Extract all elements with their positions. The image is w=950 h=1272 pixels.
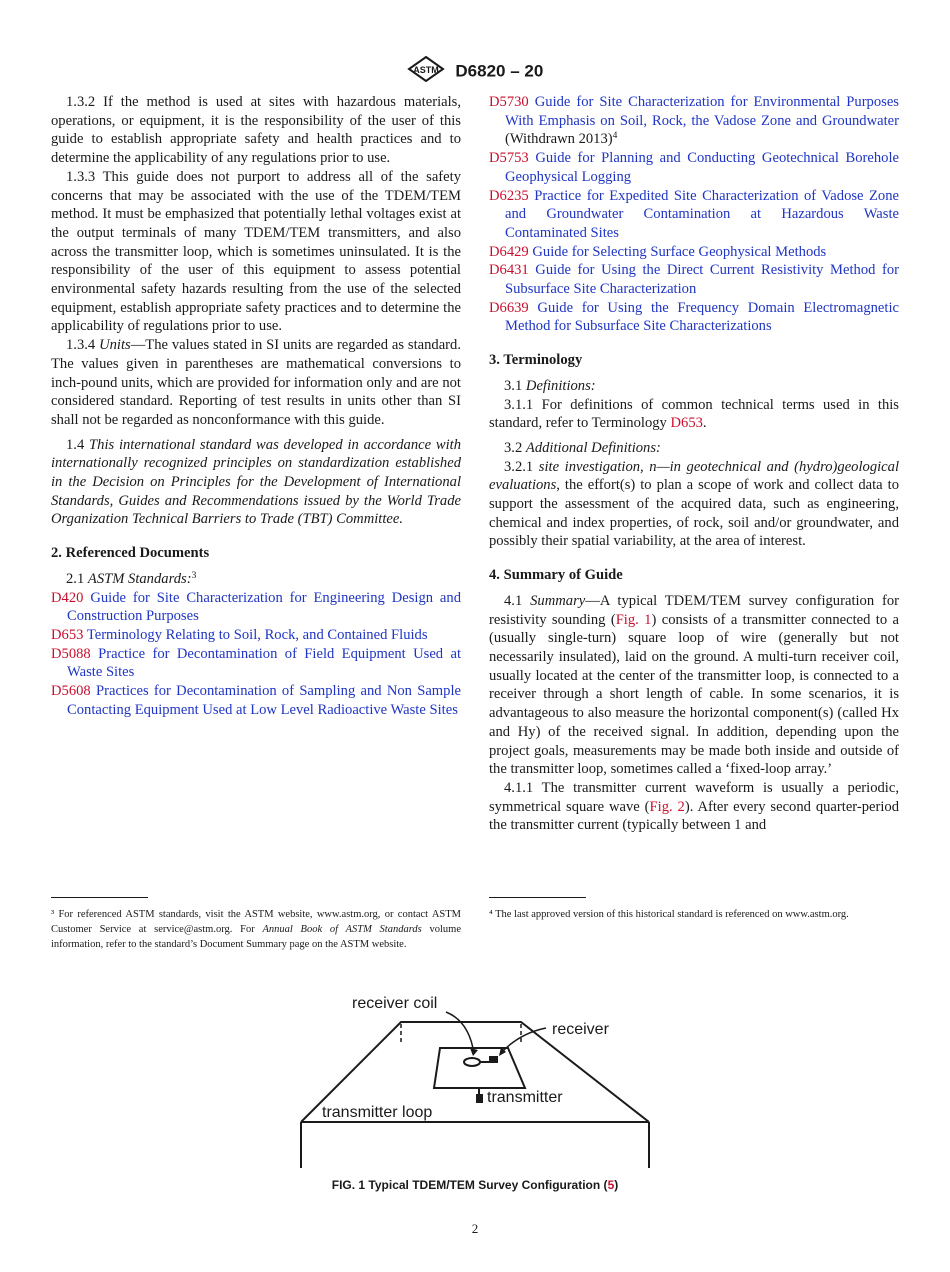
para-4-1	[489, 592, 899, 779]
para-3-1	[489, 377, 899, 396]
ref-item	[489, 149, 899, 186]
footnote-3-book: Annual Book of ASTM Standards	[262, 924, 422, 936]
para-3-2	[489, 439, 899, 458]
figure-caption	[0, 1178, 950, 1192]
ref-item	[489, 187, 900, 243]
caption-end: )	[614, 1178, 619, 1192]
center-plate	[434, 1048, 525, 1088]
ref-code-link[interactable]: D5608	[51, 683, 91, 700]
fig-1-link[interactable]: Fig. 1	[615, 611, 652, 628]
para-4-1-body-a: —A typical TDEM/TEM survey configuration for resistivity sounding (	[489, 592, 900, 628]
footnote-rule-left	[51, 897, 148, 898]
para-2-1-term: ASTM Standards:	[87, 570, 192, 587]
para-4-1-1-body-a: 4.1.1 The transmitter current waveform is usually a periodic, symmetrical square wave (	[489, 779, 899, 815]
footnote-ref-4[interactable]: 4	[612, 131, 618, 142]
section-3-heading: 3. Terminology	[489, 352, 583, 369]
para-3-2-term: Additional Definitions:	[525, 439, 661, 456]
ref-item	[489, 261, 899, 298]
ref-item	[489, 93, 899, 149]
footnote-3-c: volume information, refer to the standard’s Document Summary page on the ASTM website.	[51, 924, 461, 951]
para-1-4	[51, 436, 461, 530]
label-transmitter: transmitter	[487, 1089, 563, 1106]
ref-title-link[interactable]: Guide for Using the Direct Current Resistivity Method for Subsurface Site Characterization	[505, 262, 899, 298]
ref-code-link[interactable]: D420	[51, 589, 84, 606]
ref-item	[51, 645, 461, 682]
caption-ref-link[interactable]: 5	[607, 1178, 615, 1192]
astm-logo	[407, 56, 445, 87]
label-receiver: receiver	[552, 1021, 609, 1038]
ref-code-link[interactable]: D6639	[489, 299, 529, 316]
ref-title-link[interactable]: Guide for Using the Frequency Domain Electromagnetic Method for Subsurface Site Characterizations	[505, 299, 899, 335]
page-number: 2	[471, 1221, 479, 1236]
para-3-1-1-body: 3.1.1 For definitions of common technical terms used in this standard, refer to Terminology	[489, 396, 899, 432]
para-3-2-1	[489, 458, 899, 552]
left-column	[51, 93, 461, 720]
para-1-3-2: 1.3.2 If the method is used at sites with hazardous materials, operations, or equipment, it is the responsibility of the user of this guide to establish appropriate safety and health practices and to determine the applicability of any regulations prior to use.	[51, 94, 461, 167]
transmitter-shape	[476, 1094, 483, 1103]
para-4-1-num: 4.1	[504, 592, 523, 609]
ref-code-link[interactable]: D6431	[489, 262, 529, 279]
caption-text: FIG. 1 Typical TDEM/TEM Survey Configuration (	[331, 1178, 608, 1192]
ref-code-link[interactable]: D5088	[51, 645, 91, 662]
para-3-2-1-term: site investigation, n—in geotechnical and (hydro)geological evaluations	[489, 458, 899, 494]
para-3-1-num: 3.1	[504, 377, 523, 394]
designation: D6820 – 20	[455, 61, 544, 81]
para-4-1-body-b: ) consists of a transmitter connected to a (usually single-turn) square loop of wire (generally but not necessarily insulated), laid on the ground. A multi-turn receiver coil, usually located at the center of the transmitter loop, is connected to a receiver through a short length of cable. In some scenarios, it is advantageous to also measure the horizontal component(s) (called Hx and Hy) of the received signal. In addition, depending upon the project goals, measurements may be made both inside and outside of the transmitter loop, sometimes called a ‘fixed-loop array.’	[489, 611, 900, 778]
footnote-3-a: ³ For referenced ASTM standards, visit the ASTM website, www.astm.org, or contact ASTM Customer Service at service@astm.org. For	[51, 909, 461, 936]
ref-item	[489, 299, 899, 336]
footnote-rule-right	[489, 897, 586, 898]
section-2-heading: 2. Referenced Documents	[51, 545, 210, 562]
para-1-3-3: 1.3.3 This guide does not purport to address all of the safety concerns that may be associated with the use of the TDEM/TEM method. It must be emphasized that potentially lethal voltages exist at the output terminals of many TDEM/TEM transmitters, and also across the transmitter loop, which is sometimes uninsulated. It is the responsibility of the user of this equipment to assess potential environmental safety hazards resulting from the use of the selected equipment, establish appropriate safety practices and to determine the applicability of regulations prior to use.	[51, 168, 461, 335]
section-4-heading: 4. Summary of Guide	[489, 567, 623, 584]
para-1-3-4	[51, 336, 461, 430]
para-2-1	[51, 570, 461, 589]
para-4-1-1	[489, 779, 899, 835]
para-3-2-1-body: , the effort(s) to plan a scope of work and collect data to support the assessment of the acquired data, such as engineering, chemical and index properties, of rock, soil and/or groundwater, and possibly their spatial variability, at the area of interest.	[489, 477, 899, 550]
para-1-3-4-term: Units	[99, 337, 131, 354]
footnote-4: ⁴ The last approved version of this historical standard is referenced on www.astm.org.	[489, 909, 849, 920]
para-3-1-1-end: .	[702, 415, 707, 432]
para-1-4-num: 1.4	[66, 436, 85, 453]
label-receiver-coil: receiver coil	[352, 995, 438, 1012]
para-1-3-4-num: 1.3.4	[66, 337, 96, 354]
ref-code-link[interactable]: D5730	[489, 94, 529, 110]
para-2-1-num: 2.1	[66, 570, 85, 587]
terminology-link[interactable]: D653	[670, 415, 703, 432]
para-1-4-body: This international standard was developed in accordance with internationally recognized principles on standardization established in the Decision on Principles for the Development of International Standards, Guides and Recommendations issued by the World Trade Organization Technical Barriers to Trade (TBT) Committee.	[51, 436, 462, 528]
ref-item	[51, 682, 461, 719]
ref-title-link[interactable]: Terminology Relating to Soil, Rock, and Contained Fluids	[86, 626, 428, 643]
footnote-ref-3[interactable]: 3	[191, 570, 197, 581]
ref-title-link[interactable]: Practices for Decontamination of Sampling and Non Sample Contacting Equipment Used at Low Level Radioactive Waste Sites	[67, 683, 461, 718]
ref-title-link[interactable]: Guide for Site Characterization for Environmental Purposes With Emphasis on Soil, Rock, the Vadose Zone and Groundwater	[505, 94, 899, 129]
ref-code-link[interactable]: D6429	[489, 243, 529, 260]
ref-title-link[interactable]: Practice for Expedited Site Characterization of Vadose Zone and Groundwater Contamination at Hazardous Waste Contaminated Sites	[505, 187, 900, 241]
footnote-3	[51, 907, 461, 953]
logo-text: ASTM	[412, 65, 439, 75]
ref-title-link[interactable]: Practice for Decontamination of Field Equipment Used at Waste Sites	[67, 645, 461, 681]
ref-item	[51, 589, 461, 626]
para-3-1-1	[489, 396, 899, 433]
para-3-2-1-num: 3.2.1	[504, 458, 534, 475]
ref-title-link[interactable]: Guide for Planning and Conducting Geotechnical Borehole Geophysical Logging	[505, 150, 899, 185]
para-4-1-term: Summary	[530, 592, 586, 609]
ref-title-link[interactable]: Guide for Selecting Surface Geophysical Methods	[532, 243, 827, 260]
withdrawn-note: (Withdrawn 2013)	[505, 131, 613, 148]
ref-title-link[interactable]: Guide for Site Characterization for Engineering Design and Construction Purposes	[67, 589, 461, 625]
ref-item	[51, 626, 461, 645]
page-header	[0, 56, 950, 87]
para-4-1-1-body-b: ). After every second quarter-period the transmitter current (typically between 1 and	[489, 798, 900, 834]
label-transmitter-loop: transmitter loop	[322, 1104, 433, 1121]
right-column	[489, 93, 899, 835]
fig-2-link[interactable]: Fig. 2	[649, 798, 685, 815]
figure-1-diagram	[296, 990, 656, 1170]
para-1-3-4-body: —The values stated in SI units are regarded as standard. The values given in parentheses are mathematical conversions to inch-pound units, which are provided for information only and are not considered standard. Reporting of test results in units other than SI shall not be regarded as nonconformance with this guide.	[51, 337, 461, 428]
ref-code-link[interactable]: D5753	[489, 150, 529, 167]
ref-code-link[interactable]: D653	[51, 626, 84, 643]
para-3-2-num: 3.2	[504, 439, 523, 456]
para-3-1-term: Definitions:	[525, 377, 596, 394]
ref-item	[489, 243, 899, 262]
ref-code-link[interactable]: D6235	[489, 187, 529, 204]
receiver-shape	[489, 1056, 498, 1063]
